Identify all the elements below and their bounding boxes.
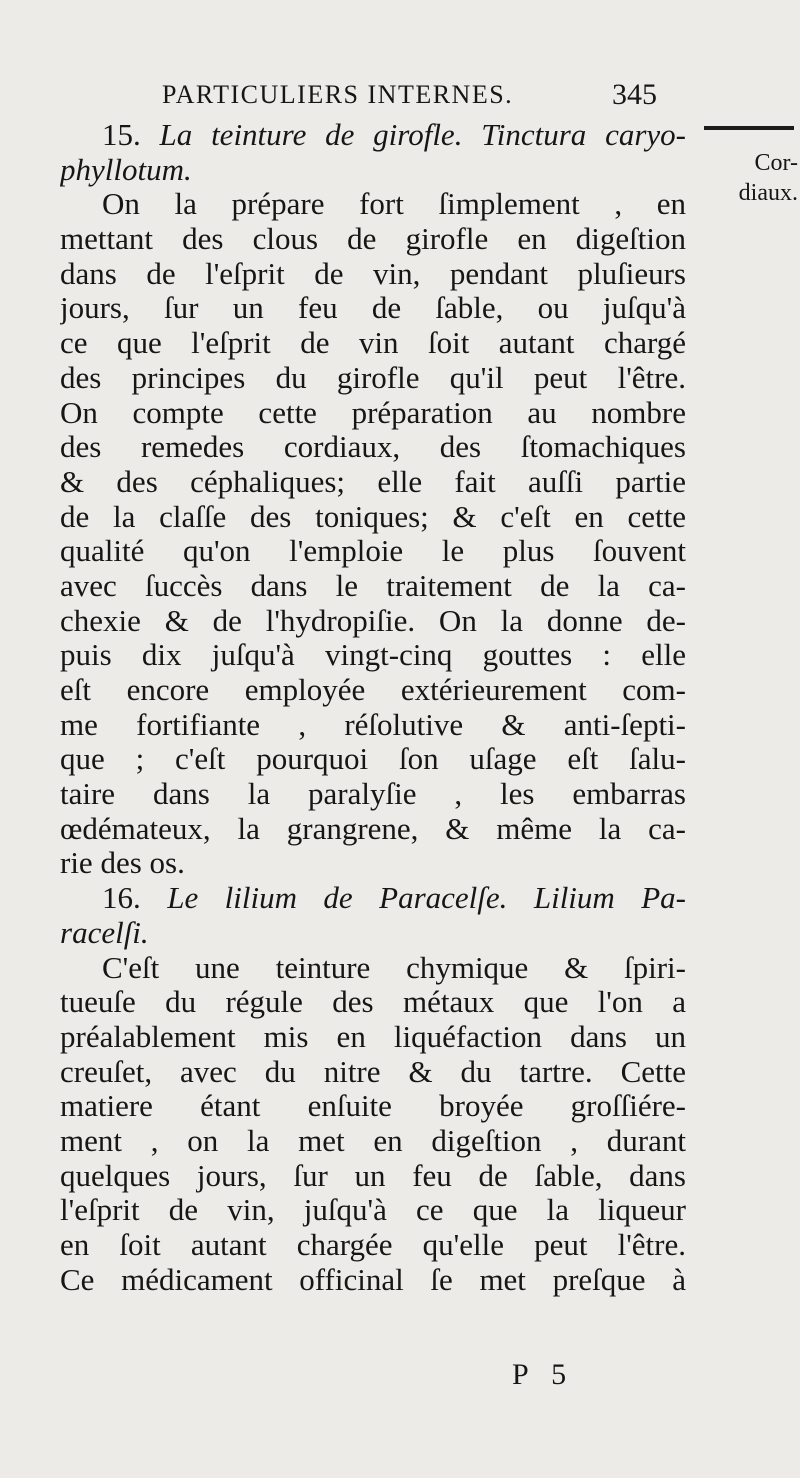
text-line: C'eſt une teinture chymique & ſpiri- [102,950,686,985]
text-line: que ; c'eſt pourquoi ſon uſage eſt ſalu- [60,742,686,777]
text-line: On la prépare fort ſimplement , en [102,187,686,222]
text-line: me fortifiante , réſolutive & anti-ſepti- [60,707,686,742]
margin-note-line: Cor- [754,150,798,176]
text-line: tueuſe du régule des métaux que l'on a [60,985,686,1020]
running-head-title: PARTICULIERS INTERNES. [162,80,514,109]
text-line: ment , on la met en digeſtion , durant [60,1123,686,1158]
text-line: en ſoit autant chargée qu'elle peut l'être. [60,1228,686,1262]
margin-note [718,148,798,208]
section-16-heading: 16. Le lilium de Paracelſe. Lilium Pa- [102,881,686,916]
text-line: puis dix juſqu'à vingt-cinq gouttes : elle [60,638,686,673]
text-line: œdémateux, la grangrene, & même la ca- [60,811,686,846]
text-line: qualité qu'on l'emploie le plus ſouvent [60,534,686,569]
text-line: mettant des clous de girofle en digeſtion [60,222,686,257]
text-line: avec ſuccès dans le traitement de la ca- [60,568,686,603]
text-line: dans de l'eſprit de vin, pendant pluſieurs [60,256,686,291]
body-text [60,118,686,1297]
text-line: taire dans la paralyſie , les embarras [60,777,686,812]
signature-mark: P 5 [512,1358,575,1391]
text-line: des principes du girofle qu'il peut l'être. [60,360,686,395]
page-number: 345 [612,78,657,111]
text-line: jours, ſur un feu de ſable, ou juſqu'à [60,291,686,326]
text-line: matiere étant enſuite broyée groſſiére- [60,1089,686,1124]
text-line: l'eſprit de vin, juſqu'à ce que la liqueur [60,1193,686,1228]
margin-note-line: diaux. [738,180,798,206]
text-line: eſt encore employée extérieurement com- [60,673,686,707]
section-15-heading: 15. La teinture de girofle. Tinctura caryo- [102,118,686,152]
text-line: préalablement mis en liquéfaction dans un [60,1019,686,1054]
text-line: & des céphaliques; elle fait auſſi partie [60,464,686,499]
text-line: des remedes cordiaux, des ſtomachiques [60,430,686,465]
section-16-heading-cont: racelſi. [60,915,149,950]
margin-rule [704,126,794,130]
text-line: de la claſſe des toniques; & c'eſt en cette [60,499,686,534]
text-line: Ce médicament officinal ſe met preſque à [60,1262,686,1297]
text-line: ce que l'eſprit de vin ſoit autant chargé [60,326,686,361]
text-line: quelques jours, ſur un feu de ſable, dans [60,1158,686,1193]
running-head [162,80,692,120]
text-line: chexie & de l'hydropiſie. On la donne de- [60,603,686,638]
text-line: creuſet, avec du nitre & du tartre. Cette [60,1054,686,1089]
text-line: On compte cette préparation au nombre [60,395,686,430]
text-line: rie des os. [60,846,185,881]
section-15-heading-cont: phyllotum. [60,152,192,187]
